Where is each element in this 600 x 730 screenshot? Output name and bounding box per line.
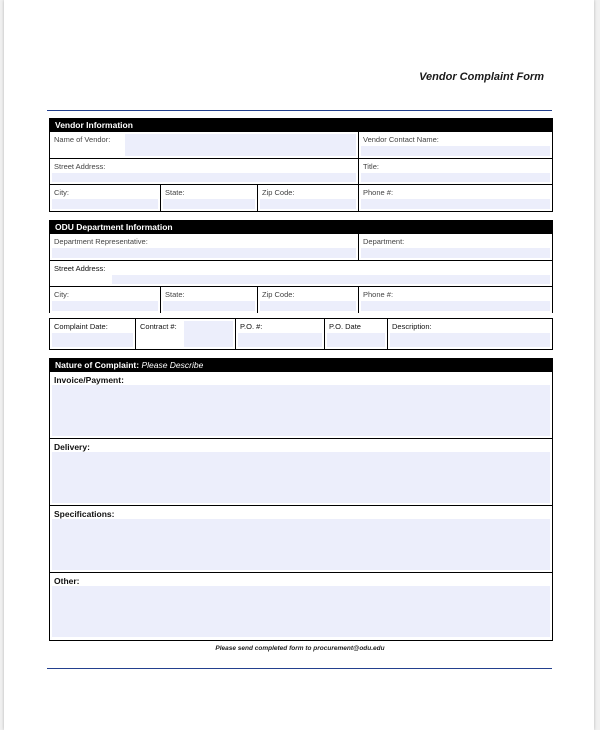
po-date-field[interactable] bbox=[324, 319, 387, 349]
vendor-contact-input[interactable] bbox=[361, 146, 550, 156]
other-input[interactable] bbox=[52, 586, 550, 637]
vendor-section-header: Vendor Information bbox=[50, 119, 552, 132]
vendor-state-field[interactable] bbox=[160, 185, 257, 211]
po-number-input[interactable] bbox=[238, 333, 322, 347]
footer-note: Please send completed form to procurement@odu.edu bbox=[215, 645, 385, 652]
po-date-label: P.O. Date bbox=[329, 322, 361, 331]
department-city-label: City: bbox=[54, 290, 69, 299]
vendor-title-label: Title: bbox=[363, 162, 379, 171]
vendor-city-field[interactable] bbox=[50, 185, 160, 211]
department-rep-label: Department Representative: bbox=[54, 237, 148, 246]
vendor-name-label: Name of Vendor: bbox=[54, 135, 111, 144]
vendor-row-1 bbox=[50, 132, 552, 158]
department-city-field[interactable] bbox=[50, 287, 160, 313]
vendor-name-field[interactable] bbox=[50, 132, 358, 158]
complaint-date-field[interactable] bbox=[50, 319, 135, 349]
vendor-street-label: Street Address: bbox=[54, 162, 106, 171]
department-zip-label: Zip Code: bbox=[262, 290, 295, 299]
vendor-row-3 bbox=[50, 184, 552, 211]
department-street-label: Street Address: bbox=[54, 264, 106, 273]
nature-header-note: Please Describe bbox=[141, 360, 204, 370]
delivery-input[interactable] bbox=[52, 452, 550, 503]
vendor-contact-field[interactable] bbox=[358, 132, 552, 158]
department-name-input[interactable] bbox=[361, 248, 550, 258]
vendor-title-field[interactable] bbox=[358, 159, 552, 184]
department-zip-input[interactable] bbox=[260, 301, 356, 311]
contract-number-input[interactable] bbox=[184, 321, 233, 347]
vendor-street-input[interactable] bbox=[52, 173, 356, 182]
description-field[interactable] bbox=[387, 319, 552, 349]
department-street-field[interactable] bbox=[50, 261, 552, 286]
po-number-field[interactable] bbox=[235, 319, 324, 349]
department-rep-input[interactable] bbox=[52, 248, 356, 258]
form-title: Vendor Complaint Form bbox=[419, 71, 544, 83]
nature-section-header bbox=[50, 359, 552, 372]
vendor-zip-label: Zip Code: bbox=[262, 188, 295, 197]
vendor-state-input[interactable] bbox=[163, 199, 255, 209]
vendor-state-label: State: bbox=[165, 188, 185, 197]
complaint-meta-row bbox=[49, 318, 553, 350]
nature-section bbox=[49, 358, 553, 641]
complaint-date-input[interactable] bbox=[52, 333, 133, 347]
vendor-street-field[interactable] bbox=[50, 159, 358, 184]
vendor-name-input[interactable] bbox=[125, 134, 356, 156]
delivery-block[interactable] bbox=[50, 438, 552, 505]
top-rule bbox=[47, 110, 552, 111]
contract-number-field[interactable] bbox=[135, 319, 235, 349]
specifications-input[interactable] bbox=[52, 519, 550, 570]
department-phone-field[interactable] bbox=[358, 287, 552, 313]
vendor-city-label: City: bbox=[54, 188, 69, 197]
contract-number-label: Contract #: bbox=[140, 322, 177, 331]
department-city-input[interactable] bbox=[52, 301, 158, 311]
invoice-payment-block[interactable] bbox=[50, 372, 552, 438]
specifications-block[interactable] bbox=[50, 505, 552, 572]
po-date-input[interactable] bbox=[327, 333, 385, 347]
vendor-title-input[interactable] bbox=[361, 173, 550, 182]
vendor-zip-input[interactable] bbox=[260, 199, 356, 209]
nature-header-label: Nature of Complaint: bbox=[55, 360, 140, 370]
bottom-rule bbox=[47, 668, 552, 669]
department-name-field[interactable] bbox=[358, 234, 552, 260]
department-section bbox=[49, 220, 553, 313]
department-section-header: ODU Department Information bbox=[50, 221, 552, 234]
department-zip-field[interactable] bbox=[257, 287, 358, 313]
vendor-contact-label: Vendor Contact Name: bbox=[363, 135, 439, 144]
department-phone-input[interactable] bbox=[361, 301, 550, 311]
department-state-label: State: bbox=[165, 290, 185, 299]
vendor-phone-input[interactable] bbox=[361, 199, 550, 209]
vendor-section bbox=[49, 118, 553, 212]
po-number-label: P.O. #: bbox=[240, 322, 263, 331]
vendor-phone-label: Phone #: bbox=[363, 188, 394, 197]
department-street-input[interactable] bbox=[112, 275, 550, 284]
department-phone-label: Phone #: bbox=[363, 290, 394, 299]
complaint-date-label: Complaint Date: bbox=[54, 322, 108, 331]
department-rep-field[interactable] bbox=[50, 234, 358, 260]
other-block[interactable] bbox=[50, 572, 552, 639]
department-name-label: Department: bbox=[363, 237, 405, 246]
vendor-zip-field[interactable] bbox=[257, 185, 358, 211]
description-label: Description: bbox=[392, 322, 432, 331]
department-state-input[interactable] bbox=[163, 301, 255, 311]
specifications-label: Specifications: bbox=[54, 509, 115, 519]
vendor-city-input[interactable] bbox=[52, 199, 158, 209]
delivery-label: Delivery: bbox=[54, 442, 90, 452]
vendor-row-2 bbox=[50, 158, 552, 184]
description-input[interactable] bbox=[390, 333, 550, 347]
invoice-payment-label: Invoice/Payment: bbox=[54, 375, 124, 385]
department-state-field[interactable] bbox=[160, 287, 257, 313]
vendor-phone-field[interactable] bbox=[358, 185, 552, 211]
other-label: Other: bbox=[54, 576, 80, 586]
department-row-2 bbox=[50, 260, 552, 286]
department-row-3 bbox=[50, 286, 552, 313]
invoice-payment-input[interactable] bbox=[52, 385, 550, 436]
department-row-1 bbox=[50, 234, 552, 260]
